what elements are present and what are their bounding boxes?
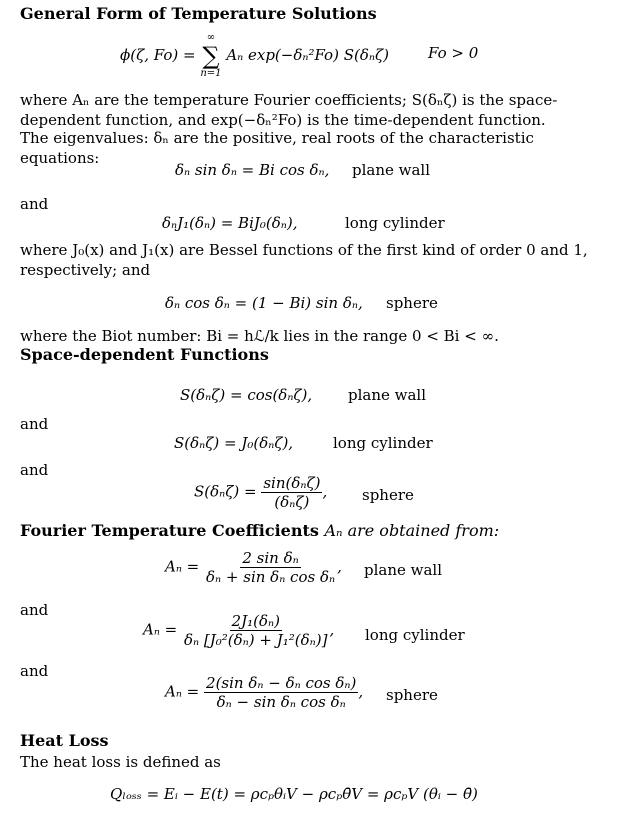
paragraph-bessel: where J₀(x) and J₁(x) are Bessel functions of the first kind of order 0 and 1, respectively; and [20, 241, 588, 279]
fraction [261, 474, 322, 511]
s-sphere-lhs: S(δₙζ) = [194, 482, 257, 501]
heading-fourier-coefficients [20, 521, 499, 540]
and-text: and [20, 195, 49, 213]
equation-a-long-cylinder [143, 612, 334, 649]
equation-char-sphere: δₙ cos δₙ = (1 − Bi) sin δₙ, [165, 294, 363, 312]
fraction-denominator: δₙ [J₀²(δₙ) + J₁²(δₙ)] [184, 631, 328, 649]
equation-heat-loss: Qₗₒₛₛ = Eᵢ − E(t) = ρcₚθᵢV − ρcₚθ̄V = ρcₚV (θᵢ − θ̄) [110, 785, 478, 803]
fraction [204, 549, 337, 586]
equation-a-plane-wall [165, 549, 342, 586]
fraction [204, 674, 358, 711]
and-text: and [20, 461, 49, 479]
sigma-icon: ∑ [202, 42, 220, 70]
sum-lower-limit: n=1 [200, 68, 222, 79]
fourier-heading-bold: Fourier Temperature Coefficients [20, 521, 319, 540]
a-lhs: Aₙ = [143, 620, 178, 639]
sum-upper-limit: ∞ [206, 32, 216, 43]
and-text: and [20, 601, 49, 619]
paragraph-heat-loss: The heat loss is defined as [20, 753, 221, 771]
fraction [182, 612, 329, 649]
and-text: and [20, 662, 49, 680]
fourier-heading-rest: Aₙ are obtained from: [324, 521, 500, 540]
and-text: and [20, 415, 49, 433]
fraction-numerator: 2 sin δₙ [242, 549, 299, 567]
equation-char-plane-wall: δₙ sin δₙ = Bi cos δₙ, [175, 161, 330, 179]
fraction-denominator: (δₙζ) [274, 493, 310, 511]
general-rhs: Aₙ exp(−δₙ²Fo) S(δₙζ) [226, 46, 389, 64]
label-long-cylinder: long cylinder [333, 434, 433, 452]
fraction-denominator: δₙ + sin δₙ cos δₙ [206, 568, 336, 586]
label-plane-wall: plane wall [352, 161, 431, 179]
a-lhs: Aₙ = [165, 682, 200, 701]
comma: , [337, 557, 342, 576]
paragraph-coefficients: where Aₙ are the temperature Fourier coefficients; S(δₙζ) is the space-dependent function, and exp(−δₙ²Fo) is the time-dependent function. [20, 91, 558, 129]
label-plane-wall: plane wall [348, 386, 427, 404]
equation-s-long-cylinder: S(δₙζ) = J₀(δₙζ), [174, 434, 294, 452]
label-sphere: sphere [386, 294, 438, 312]
label-long-cylinder: long cylinder [365, 626, 465, 644]
label-long-cylinder: long cylinder [345, 214, 445, 232]
general-condition: Fo > 0 [428, 44, 479, 62]
comma: , [322, 482, 328, 501]
label-sphere: sphere [386, 686, 438, 704]
fraction-numerator: 2(sin δₙ − δₙ cos δₙ) [206, 674, 357, 692]
summation-symbol [200, 32, 221, 80]
fraction-numerator: 2J₁(δₙ) [231, 612, 280, 630]
comma: , [358, 682, 364, 701]
equation-general-solution [120, 32, 389, 80]
comma: , [329, 620, 335, 639]
equation-a-sphere [165, 674, 363, 711]
general-lhs: ϕ(ζ, Fo) = [120, 46, 196, 64]
fraction-numerator: sin(δₙζ) [263, 474, 321, 492]
heading-space-dependent: Space-dependent Functions [20, 345, 269, 364]
a-lhs: Aₙ = [165, 557, 200, 576]
equation-s-sphere [194, 474, 327, 511]
paragraph-biot: where the Biot number: Bi = hℒ/k lies in the range 0 < Bi < ∞. [20, 327, 499, 345]
equation-s-plane-wall: S(δₙζ) = cos(δₙζ), [180, 386, 313, 404]
equation-char-long-cylinder: δₙJ₁(δₙ) = BiJ₀(δₙ), [162, 214, 298, 232]
heading-general-form: General Form of Temperature Solutions [20, 4, 377, 23]
label-plane-wall: plane wall [364, 561, 443, 579]
fraction-denominator: δₙ − sin δₙ cos δₙ [216, 693, 346, 711]
label-sphere: sphere [362, 486, 414, 504]
paragraph-eigenvalues: The eigenvalues: δₙ are the positive, real roots of the characteristic equations: [20, 129, 534, 167]
heading-heat-loss: Heat Loss [20, 731, 109, 750]
